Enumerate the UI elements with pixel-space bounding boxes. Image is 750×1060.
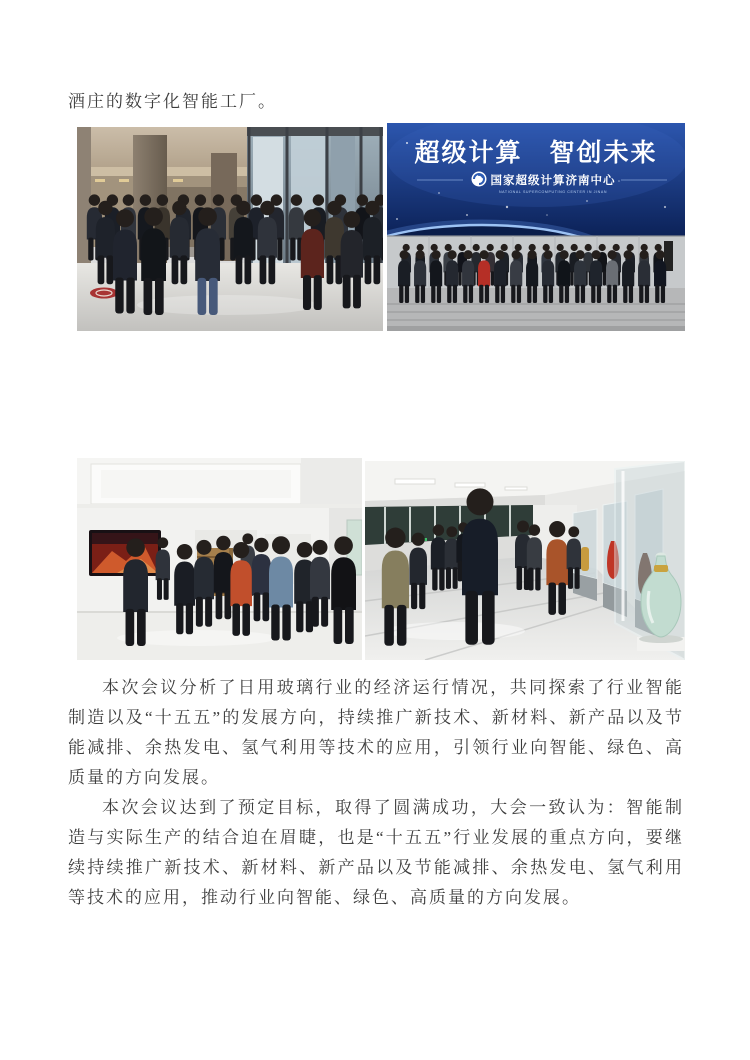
- paragraph-meeting-analysis: 本次会议分析了日用玻璃行业的经济运行情况，共同探索了行业智能制造以及“十五五”的发展方向，持续推广新技术、新材料、新产品以及节能减排、余热发电、氢气利用等技术的应用，引领行业向智能、绿色、高质量的方向发展。: [68, 678, 684, 787]
- photo-corridor-display-cases: [365, 461, 685, 660]
- screen-org-name: 国家超级计算济南中心: [490, 175, 616, 187]
- paragraph-meeting-conclusion: 本次会议达到了预定目标，取得了圆满成功，大会一致认为：智能制造与实际生产的结合迫在眉睫，也是“十五五”行业发展的重点方向，要继续持续推广新技术、新材料、新产品以及节能减排、余热发电、氢气利用等技术的应用，推动行业向智能、绿色、高质量的方向发展。: [68, 798, 684, 907]
- screen-headline: 超级计算 智创未来: [414, 139, 658, 167]
- screen-org-name-en: NATIONAL SUPERCOMPUTING CENTER IN JINAN: [498, 190, 608, 194]
- photo-row-2: [77, 458, 685, 660]
- photo-exhibition-gallery: [77, 458, 362, 660]
- intro-line: 酒庄的数字化智能工厂。: [68, 92, 277, 111]
- body-text: [68, 673, 684, 913]
- floor-decal: [90, 288, 118, 299]
- photo-row-1: [77, 123, 685, 331]
- photo-group-supercomputing-center: [387, 123, 685, 331]
- photo-lobby-visit: [77, 127, 383, 331]
- gold-bottle: [581, 547, 589, 571]
